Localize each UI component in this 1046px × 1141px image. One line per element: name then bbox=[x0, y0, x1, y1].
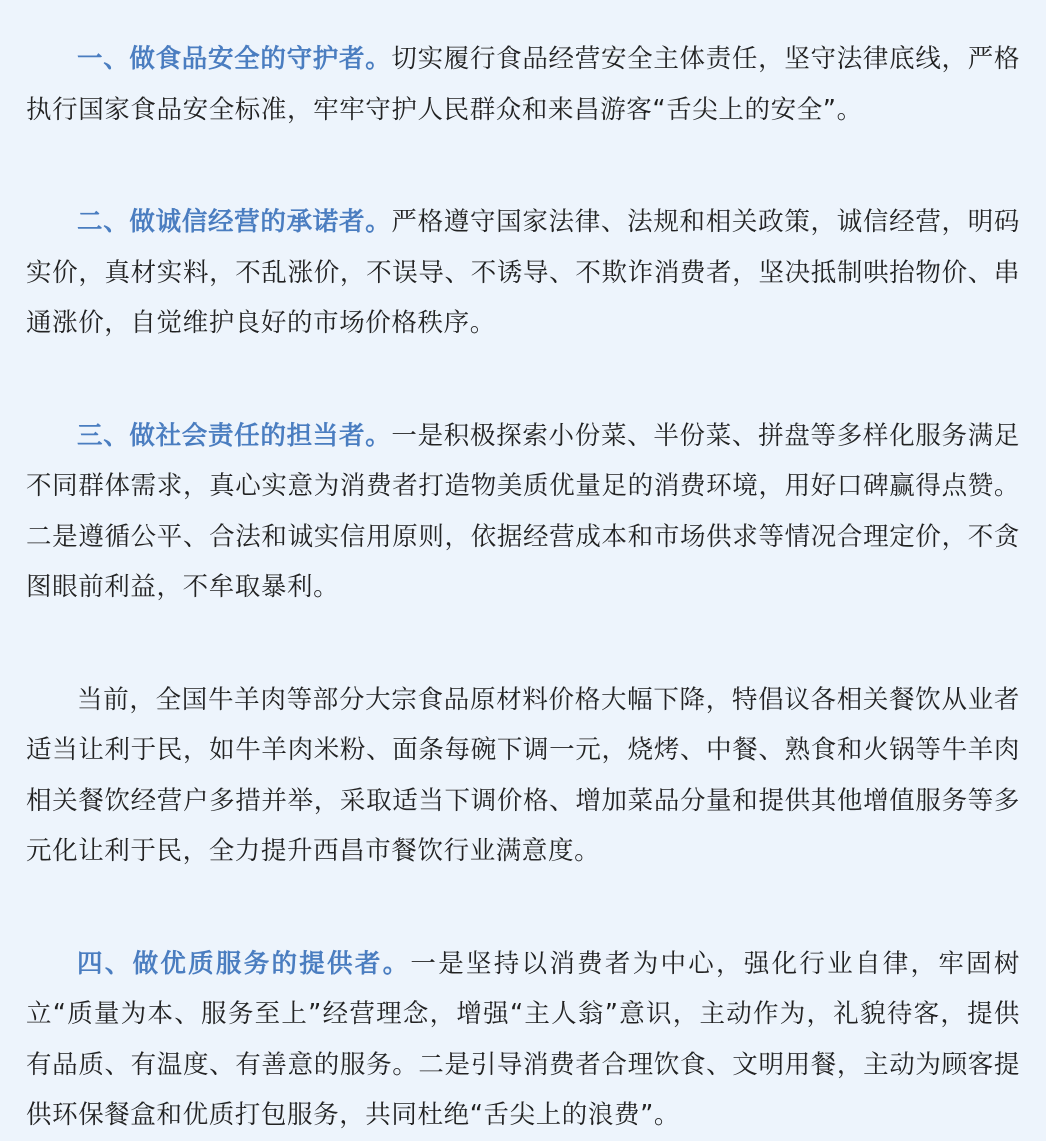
paragraph-honest-business bbox=[26, 197, 1020, 349]
paragraph-text: 严格遵守国家法律、法规和相关政策，诚信经营，明码实价，真材实料，不乱涨价，不误导、不诱导、不欺诈消费者，坚决抵制哄抬物价、串通涨价，自觉维护良好的市场价格秩序。 bbox=[26, 207, 1021, 338]
paragraph-text: 一是积极探索小份菜、半份菜、拼盘等多样化服务满足不同群体需求，真心实意为消费者打造物美质优量足的消费环境，用好口碑赢得点赞。二是遵循公平、合法和诚实信用原则，依据经营成本和市场供求等情况合理定价，不贪图眼前利益，不牟取暴利。 bbox=[26, 420, 1021, 602]
paragraph-social-responsibility bbox=[26, 411, 1020, 613]
paragraph-text: 一是坚持以消费者为中心，强化行业自律，牢固树立“质量为本、服务至上”经营理念，增强“主人翁”意识，主动作为，礼貌待客，提供有品质、有温度、有善意的服务。二是引导消费者合理饮食、文明用餐，主动为顾客提供环保餐盒和优质打包服务，共同杜绝“舌尖上的浪费”。 bbox=[26, 948, 1021, 1130]
paragraph-text: 切实履行食品经营安全主体责任，坚守法律底线，严格执行国家食品安全标准，牢牢守护人民群众和来昌游客“舌尖上的安全”。 bbox=[26, 44, 1021, 125]
paragraph-quality-service bbox=[26, 939, 1020, 1141]
paragraph-heading: 一、做食品安全的守护者。 bbox=[77, 44, 392, 74]
paragraph-heading: 三、做社会责任的担当者。 bbox=[77, 420, 392, 451]
paragraph-text: 当前，全国牛羊肉等部分大宗食品原材料价格大幅下降，特倡议各相关餐饮从业者适当让利于民，如牛羊肉米粉、面条每碗下调一元，烧烤、中餐、熟食和火锅等牛羊肉相关餐饮经营户多措并举，采取适当下调价格、增加菜品分量和提供其他增值服务等多元化让利于民，全力提升西昌市餐饮行业满意度。 bbox=[26, 684, 1020, 866]
paragraph-food-safety bbox=[26, 34, 1020, 135]
paragraph-heading: 二、做诚信经营的承诺者。 bbox=[77, 207, 392, 237]
paragraph-price-initiative bbox=[26, 675, 1020, 877]
paragraph-heading: 四、做优质服务的提供者。 bbox=[77, 948, 411, 979]
